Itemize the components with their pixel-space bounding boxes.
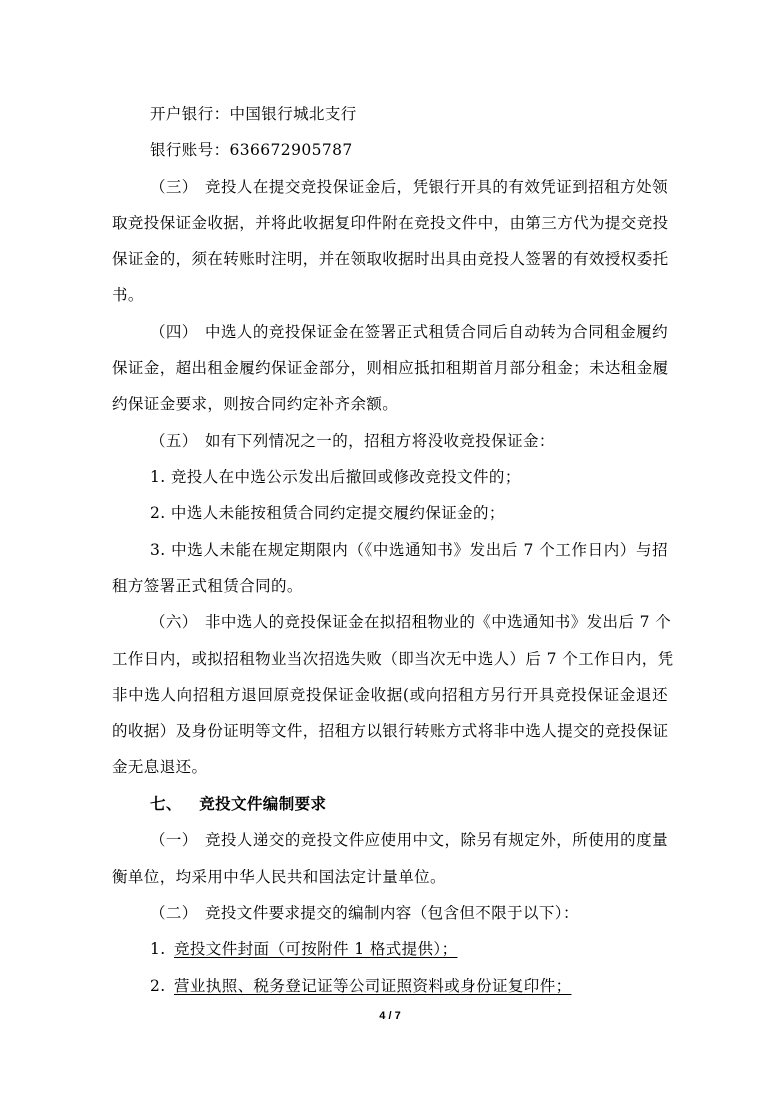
s7-item1-line-2: 衡单位，均采用中华人民共和国法定计量单位。 bbox=[112, 868, 446, 886]
list-item-1-number: 1. bbox=[150, 940, 166, 958]
s7-item2-number: （二） bbox=[150, 904, 198, 922]
item4-line-3: 约保证金要求，则按合同约定补齐余额。 bbox=[112, 395, 399, 413]
item3-number: （三） bbox=[150, 178, 198, 196]
page-number: 4 / 7 bbox=[379, 1010, 401, 1022]
s7-item2-text: 竞投文件要求提交的编制内容（包含但不限于以下）： bbox=[205, 904, 579, 922]
item5-sub-3-line-2: 租方签署正式租赁合同的。 bbox=[112, 577, 303, 595]
item6-line-1: 非中选人的竞投保证金在拟招租物业的《中选通知书》发出后 7 个 bbox=[205, 613, 672, 631]
s7-item1-number: （一） bbox=[150, 831, 198, 849]
item3-line-2: 取竞投保证金收据，并将此收据复印件附在竞投文件中，由第三方代为提交竞投 bbox=[112, 214, 669, 232]
list-item-2-number: 2. bbox=[150, 977, 166, 995]
item5-sub-2: 2. 中选人未能按租赁合同约定提交履约保证金的； bbox=[150, 504, 505, 522]
item6-line-3: 非中选人向招租方退回原竞投保证金收据(或向招租方另行开具竞投保证金退还 bbox=[112, 686, 668, 704]
s7-item1-line-1: 竞投人递交的竞投文件应使用中文，除另有规定外，所使用的度量 bbox=[205, 831, 668, 849]
item6-line-4: 的收据）及身份证明等文件，招租方以银行转账方式将非中选人提交的竞投保证 bbox=[112, 722, 669, 740]
item3-line-4: 书。 bbox=[112, 286, 144, 304]
item4-line-1: 中选人的竞投保证金在签署正式租赁合同后自动转为合同租金履约 bbox=[205, 323, 668, 341]
item3-line-3: 保证金的，须在转账时注明，并在领取收据时出具由竞投人签署的有效授权委托 bbox=[112, 250, 669, 268]
bank-name-line: 开户银行：中国银行城北支行 bbox=[150, 105, 357, 123]
item5-text: 如有下列情况之一的，招租方将没收竞投保证金： bbox=[205, 432, 555, 450]
list-item-2-text: 营业执照、税务登记证等公司证照资料或身份证复印件； bbox=[174, 977, 572, 995]
item3-line-1: 竞投人在提交竞投保证金后，凭银行开具的有效凭证到招租方处领 bbox=[205, 178, 668, 196]
section7-heading: 七、 竞投文件编制要求 bbox=[150, 795, 327, 813]
bank-account-line: 银行账号：636672905787 bbox=[150, 141, 353, 159]
item6-line-5: 金无息退还。 bbox=[112, 758, 208, 776]
item6-number: （六） bbox=[150, 613, 198, 631]
item5-number: （五） bbox=[150, 432, 198, 450]
item5-sub-3-line-1: 3. 中选人未能在规定期限内（《中选通知书》发出后 7 个工作日内）与招 bbox=[150, 541, 668, 559]
item5-sub-1: 1. 竞投人在中选公示发出后撤回或修改竞投文件的； bbox=[150, 468, 521, 486]
item4-number: （四） bbox=[150, 323, 198, 341]
item4-line-2: 保证金，超出租金履约保证金部分，则相应抵扣租期首月部分租金；未达租金履 bbox=[112, 359, 669, 377]
list-item-1-text: 竞投文件封面（可按附件 1 格式提供）； bbox=[174, 940, 458, 958]
item6-line-2: 工作日内，或拟招租物业当次招选失败（即当次无中选人）后 7 个工作日内，凭 bbox=[112, 650, 674, 668]
